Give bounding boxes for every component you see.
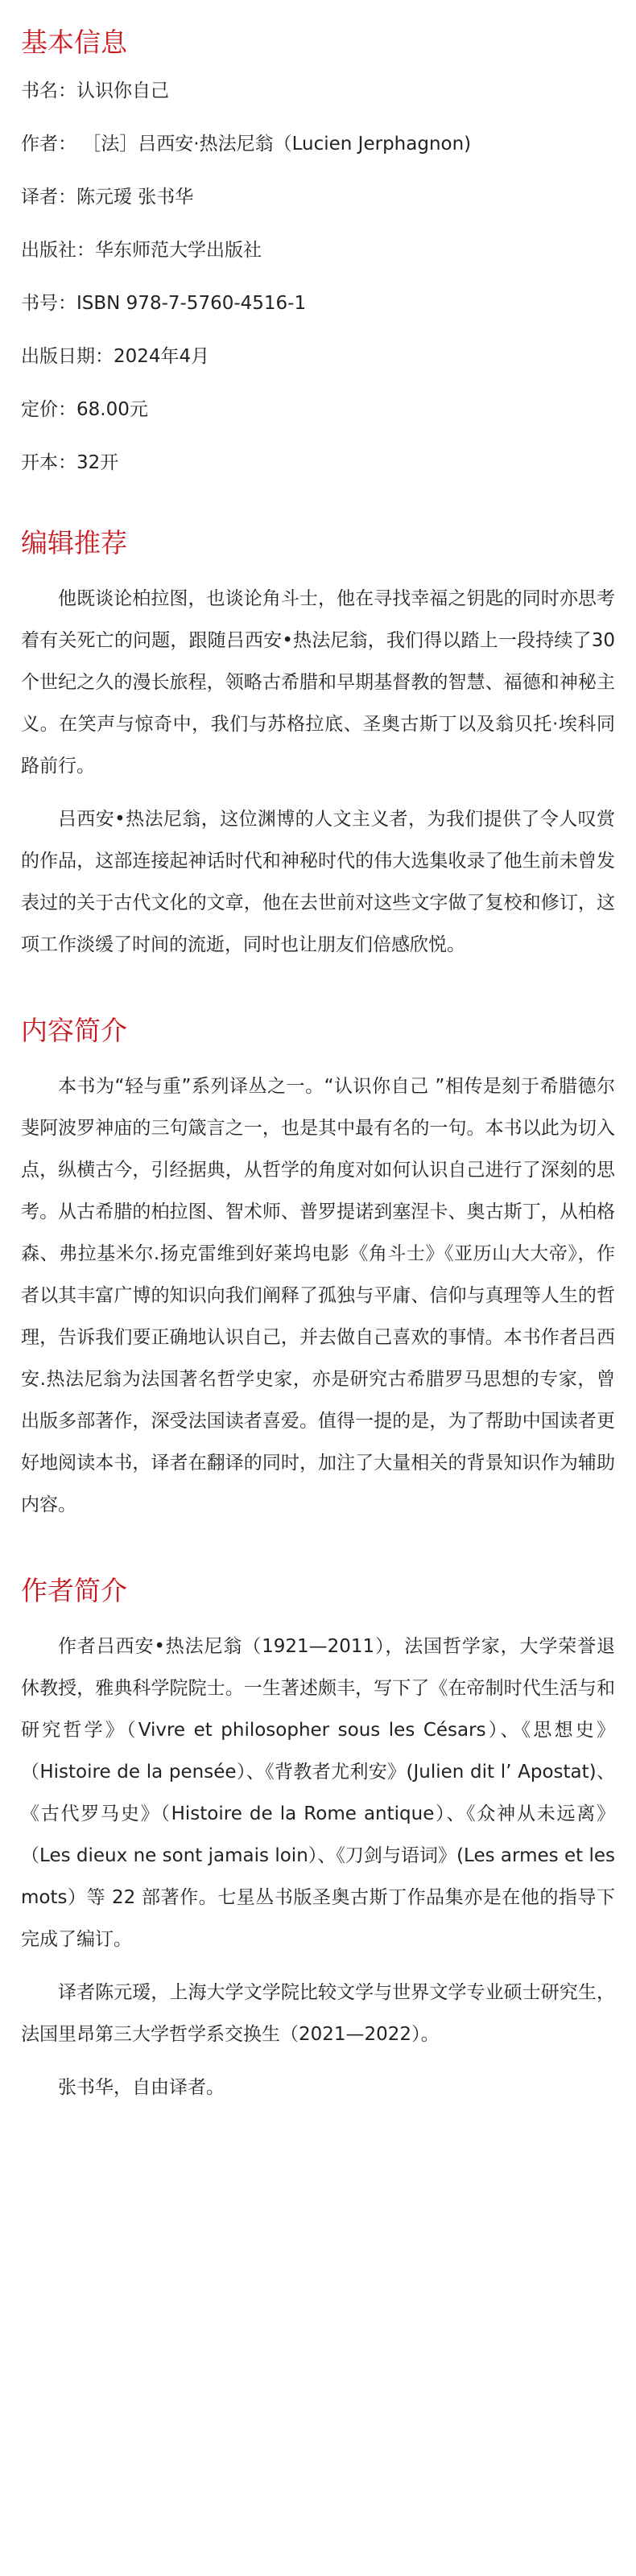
editor-recommend-section xyxy=(21,523,615,966)
author-intro-section xyxy=(21,1571,615,2108)
info-format-row: 开本：32开 xyxy=(21,452,119,473)
summary-paragraph: 本书为“轻与重”系列译丛之一。“认识你自己 ”相传是刻于希腊德尔斐阿波罗神庙的三句箴言之一，也是其中最有名的一句。本书以此为切入点，纵横古今，引经据典，从哲学的角度对如何认识自己进行了深刻的思考。从古希腊的柏拉图、智术师、普罗提诺到塞涅卡、奥古斯丁，从柏格森、弗拉基米尔.扬克雷维到好莱坞电影《角斗士》《亚历山大大帝》，作者以其丰富广博的知识向我们阐释了孤独与平庸、信仰与真理等人生的哲理，告诉我们要正确地认识自己，并去做自己喜欢的事情。本书作者吕西安.热法尼翁为法国著名哲学史家，亦是研究古希腊罗马思想的专家，曾出版多部著作，深受法国读者喜爱。值得一提的是，为了帮助中国读者更好地阅读本书，译者在翻译的同时，加注了大量相关的背景知识作为辅助内容。 xyxy=(21,1076,615,1515)
editor-recommend-title: 编辑推荐 xyxy=(21,527,127,558)
editor-paragraph: 吕西安•热法尼翁，这位渊博的人文主义者，为我们提供了令人叹赏的作品，这部连接起神话时代和神秘时代的伟大选集收录了他生前未曾发表过的关于古代文化的文章，他在去世前对这些文字做了复校和修订，这项工作淡缓了时间的流逝，同时也让朋友们倍感欣悦。 xyxy=(21,809,615,955)
basic-info-section xyxy=(21,23,615,476)
info-isbn-row: 书号：ISBN 978-7-5760-4516-1 xyxy=(21,293,307,314)
content-summary-section xyxy=(21,1011,615,1526)
info-translator-row: 译者：陈元瑷 张书华 xyxy=(21,187,194,208)
info-title-row: 书名：认识你自己 xyxy=(21,80,169,101)
info-author-row: 作者： ［法］吕西安·热法尼翁（Lucien Jerphagnon) xyxy=(21,134,472,155)
basic-info-title: 基本信息 xyxy=(21,27,127,58)
author-intro-title: 作者简介 xyxy=(21,1575,127,1606)
info-publisher-row: 出版社：华东师范大学出版社 xyxy=(21,240,262,261)
author-paragraph: 作者吕西安•热法尼翁（1921—2011），法国哲学家，大学荣誉退休教授，雅典科学院院士。一生著述颇丰，写下了《在帝制时代生活与和研究哲学》（Vivre et philosopher sous les Césars）、《思想史》（Histoire de la pensée）、《背教者尤利安》(Julien dit l’ Apostat)、《古代罗马史》（Histoire de la Rome antique）、《众神从未远离》（Les dieux ne sont jamais loin）、《刀剑与语词》(Les armes et les mots）等 22 部著作。七星丛书版圣奥古斯丁作品集亦是在他的指导下完成了编订。 xyxy=(21,1636,615,1950)
editor-paragraph: 他既谈论柏拉图，也谈论角斗士，他在寻找幸福之钥匙的同时亦思考着有关死亡的问题，跟随吕西安•热法尼翁，我们得以踏上一段持续了30个世纪之久的漫长旅程，领略古希腊和早期基督教的智慧、福德和神秘主义。在笑声与惊奇中，我们与苏格拉底、圣奥古斯丁以及翁贝托·埃科同路前行。 xyxy=(21,588,615,777)
info-price-row: 定价：68.00元 xyxy=(21,399,148,420)
translator-paragraph: 张书华，自由译者。 xyxy=(58,2077,225,2098)
info-date-row: 出版日期：2024年4月 xyxy=(21,346,210,367)
translator-paragraph: 译者陈元瑷，上海大学文学院比较文学与世界文学专业硕士研究生，法国里昂第三大学哲学系交换生（2021—2022）。 xyxy=(21,1982,615,2045)
content-summary-title: 内容简介 xyxy=(21,1015,127,1046)
